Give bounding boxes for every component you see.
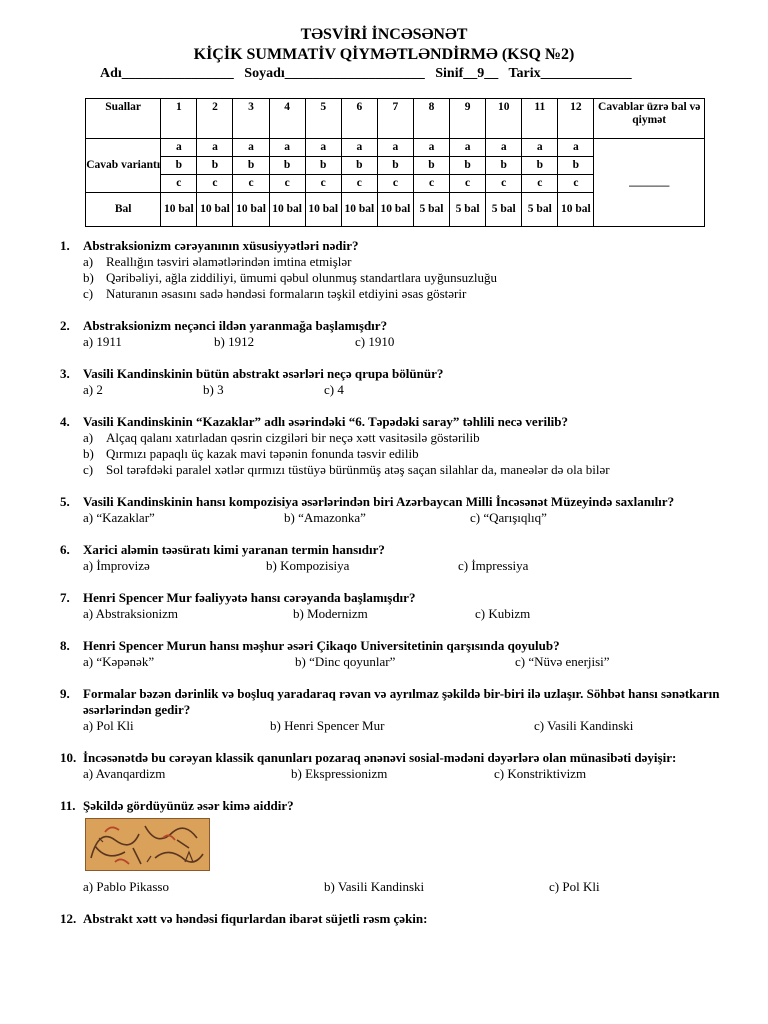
answer-option-b[interactable]: b) 1912 [214,334,255,349]
option-cell[interactable]: a [341,139,377,157]
points-cell: 10 bal [233,193,269,227]
question-text: İncəsənətdə bu cərəyan klassik qanunları pozaraq ənənəvi sosial-mədəni dəyərlərə olan münasibəti dəyişir: [83,750,677,765]
points-cell: 10 bal [161,193,197,227]
question-number: 3. [60,366,70,381]
question-text: Şəkildə gördüyünüz əsər kimə aiddir? [83,798,294,813]
question-2 [60,318,750,350]
answer-option-b[interactable]: b) Ekspressionizm [291,766,388,781]
answer-option-c[interactable]: c) 1910 [355,334,395,349]
answer-option-a[interactable]: a) Pablo Pikasso [83,879,169,894]
option-cell[interactable]: c [558,175,594,193]
question-3 [60,366,750,398]
question-text: Formalar bəzən dərinlik və boşluq yaradaraq rəvan və ayrılmaz şəkildə bir-biri ilə uzlaşır. Söhbət hansı sənətkarın əsərlərindən gedir? [83,686,720,717]
answer-option-c[interactable]: c) Konstriktivizm [494,766,587,781]
option-cell[interactable]: b [486,157,522,175]
answer-option[interactable]: c) Naturanın əsasını sadə həndəsi formaların təşkil etdiyini əsas göstərir [83,286,467,301]
grid-result-header: Cavablar üzrə bal və qiymət [594,99,705,139]
answer-option[interactable]: c) Sol tərəfdəki paralel xətlər qırmızı tüstüyə bürünmüş atəş saçan silahlar da, maneələr də ola bilər [83,462,610,477]
option-cell[interactable]: b [269,157,305,175]
option-cell[interactable]: c [269,175,305,193]
option-cell[interactable]: c [522,175,558,193]
option-cell[interactable]: c [486,175,522,193]
grid-question-number: 11 [522,99,558,139]
page-subtitle: KİÇİK SUMMATİV QİYMƏTLƏNDİRMƏ (KSQ №2) [193,46,575,63]
points-cell: 10 bal [269,193,305,227]
grid-question-number: 9 [450,99,486,139]
option-cell[interactable]: c [161,175,197,193]
option-cell[interactable]: a [269,139,305,157]
answer-option-a[interactable]: a) “Kəpənək” [83,654,155,669]
question-text: Vasili Kandinskinin hansı kompozisiya əsərlərindən biri Azərbaycan Milli İncəsənət Müzeyində saxlanılır? [83,494,675,509]
grid-question-number: 6 [341,99,377,139]
option-cell[interactable]: a [522,139,558,157]
answer-option-c[interactable]: c) 4 [324,382,344,397]
question-number: 7. [60,590,70,605]
answer-option[interactable]: a) Reallığın təsviri əlamətlərindən imtina etmişlər [83,254,352,269]
option-cell[interactable]: b [450,157,486,175]
answer-option-c[interactable]: c) “Nüvə enerjisi” [515,654,610,669]
student-fields-line: Adı________________ Soyadı____________________ Sinif__9__ Tarix_____________ [100,66,632,81]
question-number: 4. [60,414,70,429]
answer-option-a[interactable]: a) Abstraksionizm [83,606,178,621]
answer-option-a[interactable]: a) Pol Kli [83,718,134,733]
option-cell[interactable]: a [558,139,594,157]
option-cell[interactable]: a [233,139,269,157]
grid-question-number: 8 [413,99,449,139]
option-cell[interactable]: b [161,157,197,175]
option-cell[interactable]: c [450,175,486,193]
question-12 [60,911,750,927]
option-cell[interactable]: c [305,175,341,193]
question-10 [60,750,750,782]
option-cell[interactable]: b [558,157,594,175]
answer-option-a[interactable]: a) Avanqardizm [83,766,166,781]
abstract-painting-image [85,818,210,871]
question-text: Vasili Kandinskinin bütün abstrakt əsərləri neçə qrupa bölünür? [83,366,444,381]
points-cell: 10 bal [197,193,233,227]
question-text: Vasili Kandinskinin “Kazaklar” adlı əsərindəki “6. Təpədəki saray” təhlili necə verilib? [83,414,569,429]
option-cell[interactable]: a [486,139,522,157]
option-cell[interactable]: c [197,175,233,193]
question-text: Abstraksionizm neçənci ildən yaranmağa başlamışdır? [83,318,388,333]
answer-option-b[interactable]: b) Modernizm [293,606,368,621]
grid-answer-label: Cavab variantı [86,139,161,193]
option-cell[interactable]: b [341,157,377,175]
answer-option-c[interactable]: c) “Qarışıqlıq” [470,510,547,525]
answer-option-c[interactable]: c) İmpressiya [458,558,529,573]
answer-option-a[interactable]: a) 1911 [83,334,122,349]
option-cell[interactable]: b [413,157,449,175]
option-cell[interactable]: b [377,157,413,175]
grid-option-row-a [86,139,705,157]
grid-question-number: 3 [233,99,269,139]
grid-question-number: 7 [377,99,413,139]
question-text: Abstraksionizm cərəyanının xüsusiyyətləri nədir? [83,238,359,253]
option-cell[interactable]: c [341,175,377,193]
question-6 [60,542,750,574]
option-cell[interactable]: a [305,139,341,157]
option-cell[interactable]: a [450,139,486,157]
points-cell: 10 bal [558,193,594,227]
option-cell[interactable]: b [305,157,341,175]
answer-option-b[interactable]: b) 3 [203,382,224,397]
answer-option[interactable]: a) Alçaq qalanı xatırladan qəsrin cizgiləri bir neçə xətt vasitəsilə göstərilib [83,430,480,445]
answer-option-b[interactable]: b) Kompozisiya [266,558,350,573]
option-cell[interactable]: c [233,175,269,193]
grid-header-row [86,99,705,139]
question-number: 9. [60,686,70,701]
question-8 [60,638,750,670]
question-1 [60,238,750,302]
answer-option-c[interactable]: c) Vasili Kandinski [534,718,634,733]
question-5 [60,494,750,526]
question-number: 12. [60,911,77,926]
question-text: Henri Spencer Murun hansı məşhur əsəri Çikaqo Universitetinin qarşısında qoyulub? [83,638,560,653]
question-number: 10. [60,750,77,765]
answer-option-b[interactable]: b) Henri Spencer Mur [270,718,385,733]
grid-corner-label: Suallar [86,99,161,139]
answer-option-c[interactable]: c) Pol Kli [549,879,600,894]
answer-option-a[interactable]: a) “Kazaklar” [83,510,155,525]
points-cell: 10 bal [341,193,377,227]
grid-result-cell[interactable]: _______ [594,139,705,227]
page-title: TƏSVİRİ İNCƏSƏNƏT [300,26,468,43]
points-cell: 5 bal [450,193,486,227]
grid-question-number: 12 [558,99,594,139]
option-cell[interactable]: c [377,175,413,193]
answer-option[interactable]: b) Qırmızı papaqlı üç kazak mavi təpənin fonunda təsvir edilib [83,446,419,461]
grid-question-number: 10 [486,99,522,139]
question-11 [60,798,750,895]
question-text: Abstrakt xətt və həndəsi fiqurlardan ibarət süjetli rəsm çəkin: [83,911,428,926]
question-text: Xarici aləmin təəsüratı kimi yaranan termin hansıdır? [83,542,385,557]
answer-option-b[interactable]: b) “Amazonka” [284,510,366,525]
option-cell[interactable]: b [197,157,233,175]
points-cell: 5 bal [413,193,449,227]
question-list [60,238,750,943]
question-9 [60,686,750,734]
question-number: 11. [60,798,76,813]
grid-points-label: Bal [86,193,161,227]
question-number: 1. [60,238,70,253]
question-number: 2. [60,318,70,333]
option-cell[interactable]: b [233,157,269,175]
option-cell[interactable]: a [197,139,233,157]
option-cell[interactable]: c [413,175,449,193]
option-cell[interactable]: a [377,139,413,157]
option-cell[interactable]: a [161,139,197,157]
points-cell: 5 bal [486,193,522,227]
answer-option-c[interactable]: c) Kubizm [475,606,531,621]
grid-question-number: 2 [197,99,233,139]
question-7 [60,590,750,622]
answer-option-a[interactable]: a) 2 [83,382,103,397]
answer-option-b[interactable]: b) “Dinc qoyunlar” [295,654,396,669]
question-text: Henri Spencer Mur fəaliyyətə hansı cərəyanda başlamışdır? [83,590,416,605]
option-cell[interactable]: a [413,139,449,157]
points-cell: 5 bal [522,193,558,227]
answer-option-b[interactable]: b) Vasili Kandinski [324,879,425,894]
question-4 [60,414,750,478]
answer-option-a[interactable]: a) İmprovizə [83,558,150,573]
grid-question-number: 5 [305,99,341,139]
question-number: 8. [60,638,70,653]
grid-question-number: 4 [269,99,305,139]
question-number: 5. [60,494,70,509]
answer-grid [85,98,705,227]
answer-option[interactable]: b) Qəribəliyi, ağla ziddiliyi, ümumi qəbul olunmuş standartlara uyğunsuzluğu [83,270,498,285]
grid-question-number: 1 [161,99,197,139]
points-cell: 10 bal [377,193,413,227]
question-number: 6. [60,542,70,557]
option-cell[interactable]: b [522,157,558,175]
points-cell: 10 bal [305,193,341,227]
